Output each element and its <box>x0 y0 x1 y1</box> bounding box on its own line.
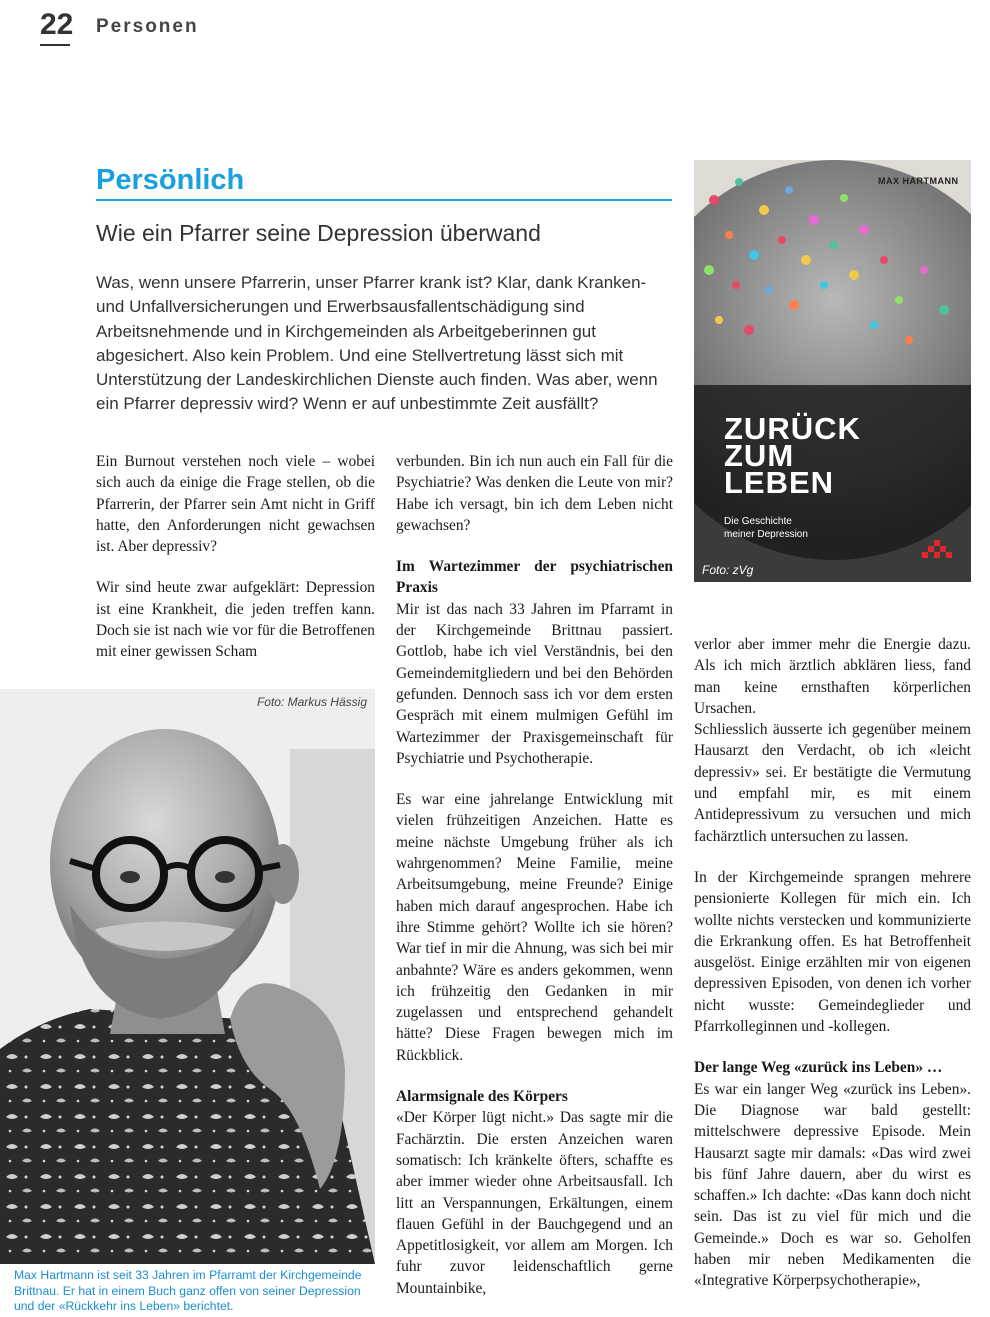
page-number-rule <box>40 44 70 46</box>
body-column-1 <box>96 451 375 663</box>
body-paragraph: Mir ist das nach 33 Jahren im Pfarramt in der Kirchgemeinde Brittnau passiert. Gottlob, habe ich viel Verständnis, bei den Gemeindemitgliedern und bei den Behörden gefunden. Dennoch sass ich vor dem ersten Gespräch mit einem mulmigen Gefühl im Wartezimmer der Praxisgemeinschaft für Psychiatrie und Psychotherapie. <box>396 600 673 767</box>
rubric-rule <box>96 199 672 201</box>
body-paragraph: «Der Körper lügt nicht.» Das sagte mir die Fachärztin. Die ersten Anzeichen waren somatisch: Ich kränkelte öfters, schaffte es aber immer wieder ohne Arbeitsausfall. Ich litt an Verspannungen, Erkältungen, einem flauen Gefühl in der Bauchgegend und an Appetitlosigkeit, vor allem am Morgen. Ich fuhr zuvor leidenschaftlich gerne Mountainbike, <box>396 1109 673 1297</box>
book-subtitle <box>724 515 808 541</box>
section-label: Personen <box>96 16 199 37</box>
body-paragraph: verbunden. Bin ich nun auch ein Fall für die Psychiatrie? Was denken die Leute von mir? Habe ich versagt, bin ich dem Leben nicht gewachsen? <box>396 453 673 534</box>
book-subtitle-line: meiner Depression <box>724 529 808 540</box>
book-title <box>724 411 861 500</box>
book-photo-credit: Foto: zVg <box>702 563 754 577</box>
subheading: Der lange Weg «zurück ins Leben» … <box>694 1059 943 1077</box>
page-number: 22 <box>40 8 74 41</box>
photo-credit: Foto: Markus Hässig <box>256 695 367 709</box>
portrait-photo <box>0 689 375 1264</box>
article-headline: Wie ein Pfarrer seine Depression überwand <box>96 220 541 246</box>
body-paragraph: Schliesslich äusserte ich gegenüber meinem Hausarzt den Verdacht, ob ich «leicht depressiv» sei. Er bestätigte die Vermutung und empfahl mir, es mit einem Antidepressivum zu versuchen und mich fachärztlich untersuchen zu lassen. <box>694 721 971 845</box>
photo-caption: Max Hartmann ist seit 33 Jahren im Pfarramt der Kirchgemeinde Brittnau. Er hat in einem Buch ganz offen von seiner Depression und der «Rückkehr ins Leben» berichtet. <box>14 1268 362 1313</box>
body-paragraph: In der Kirchgemeinde sprangen mehrere pensionierte Kollegen für mich ein. Ich wollte nichts verstecken und kommunizierte die Erkrankung offen. Es hat Betroffenheit ausgelöst. Einige erzählten mir von eigenen depressiven Episoden, von denen ich vorher nicht wusste: Gemeindeglieder und Pfarrkolleginnen und -kollegen. <box>694 868 971 1036</box>
body-paragraph: Es war ein langer Weg «zurück ins Leben». Die Diagnose war bald gestellt: mittelschwere depressive Episode. Mein Hausarzt sagte mir damals: «Das wird zwei bis fünf Jahre dauern, aber du wirst es schaffen.» Ich dachte: «Das kann doch nicht sein. Das ist zu viel für mich und die Gemeinde.» Doch es war so. Geholfen haben mir neben Medikamenten die «Integrative Körperpsychotherapie», <box>694 1080 971 1290</box>
subheading: Im Wartezimmer der psychiatrischen Praxis <box>396 558 673 597</box>
book-title-line: ZUM <box>724 438 795 473</box>
portrait-illustration <box>0 689 375 1264</box>
rubric-title: Persönlich <box>96 164 245 196</box>
book-title-line: ZURÜCK <box>724 411 861 446</box>
body-paragraph: Es war eine jahrelange Entwicklung mit vielen frühzeitigen Anzeichen. Hatte es meine nächste Umgebung früher als ich wahrgenommen? Meine Familie, meine Arbeitsumgebung, meine Freunde? Einige haben mich darauf angesprochen. Habe ich ihre Stimme gehört? Wollte ich sie hören? War tief in mir die Ahnung, was sich bei mir anbahnte? Wäre es anders gekommen, wenn ich frühzeitig den Gedanken in mir zugelassen und entsprechend gehandelt hätte? Diese Fragen bewegen mich im Rückblick. <box>396 791 673 1064</box>
body-paragraph: Wir sind heute zwar aufgeklärt: Depression ist eine Krankheit, die jeden treffen kann. Doch sie ist nach wie vor für die Betroffenen mit einer gewissen Scham <box>96 579 375 661</box>
body-paragraph: verlor aber immer mehr die Energie dazu. Als ich mich ärztlich abklären liess, fand man keine ernsthaften körperlichen Ursachen. <box>694 636 971 717</box>
book-subtitle-line: Die Geschichte <box>724 516 792 527</box>
body-paragraph: Ein Burnout verstehen noch viele – wobei sich auch da einige die Frage stellen, ob die Pfarrerin, der Pfarrer sein Amt nicht in Griff hatte, den Anforderungen nicht gewachsen ist. Aber depressiv? <box>96 453 375 556</box>
body-column-3 <box>694 634 971 1292</box>
book-title-line: LEBEN <box>724 465 835 500</box>
subheading: Alarmsignale des Körpers <box>396 1088 568 1106</box>
article-lead: Was, wenn unsere Pfarrerin, unser Pfarrer krank ist? Klar, dank Kranken- und Unfallversicherungen und Erwerbsausfallentschädigung sind Arbeitsnehmende und in Kirchgemeinden als Arbeitgeberinnen gut abgesichert. Also kein Problem. Und eine Stellvertretung lässt sich mit Unterstützung der Landeskirchlichen Dienste auch finden. Was aber, wenn ein Pfarrer depressiv wird? Wenn er auf unbestimmte Zeit ausfällt? <box>96 273 658 414</box>
book-cover-image <box>694 160 971 582</box>
body-column-2 <box>396 451 673 1299</box>
book-author: MAX HARTMANN <box>878 176 959 186</box>
